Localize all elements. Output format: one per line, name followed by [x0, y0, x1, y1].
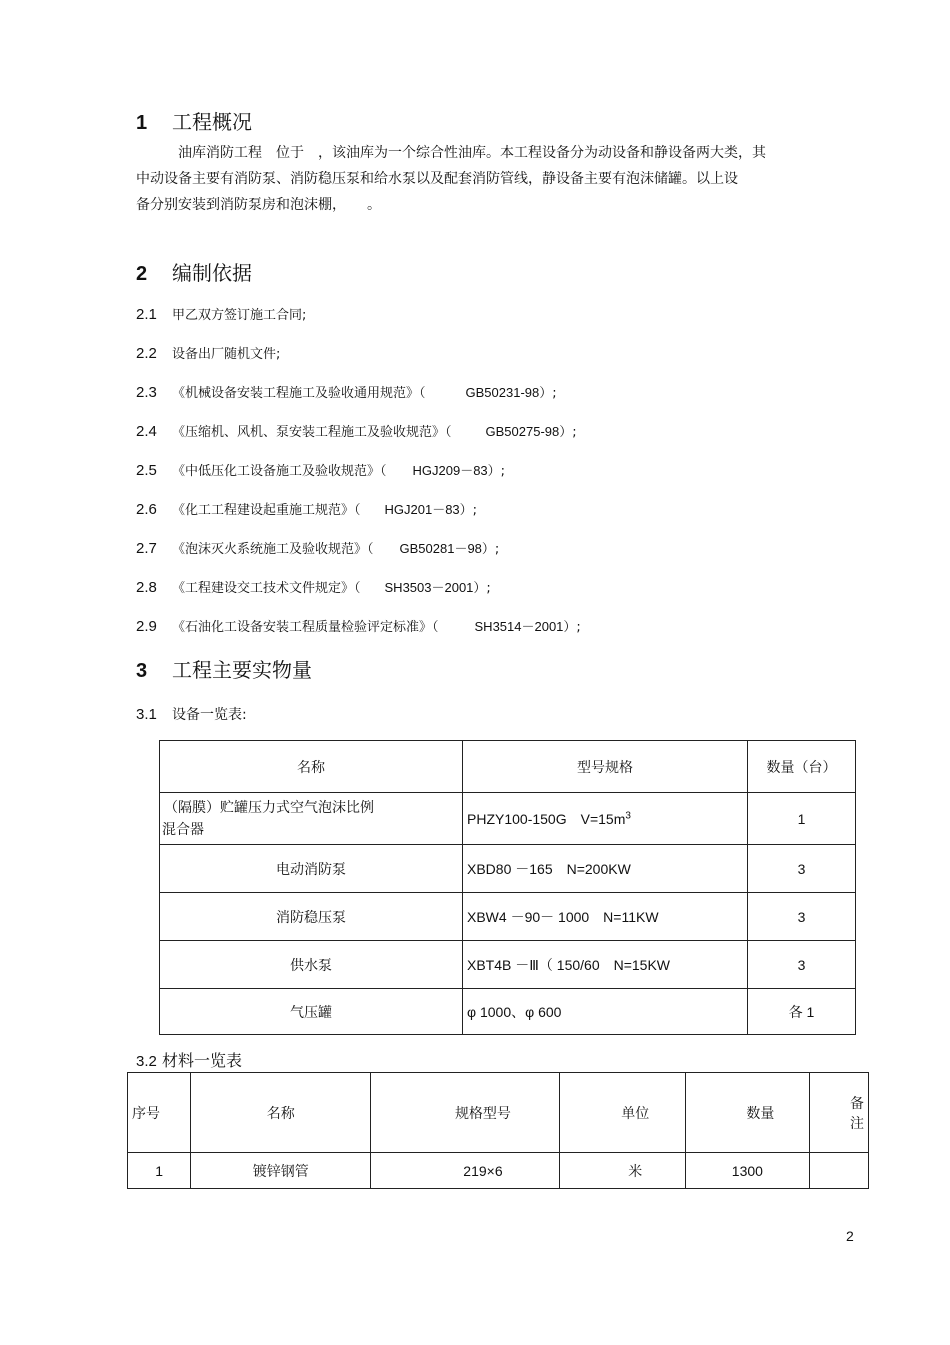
basis-text: 《化工工程建设起重施工规范》（: [172, 503, 361, 518]
basis-number: 2.4: [136, 423, 157, 440]
equipment-spec-cell: XBT4B －Ⅲ（ 150/60 N=15KW: [463, 941, 748, 989]
table-row: [160, 941, 856, 989]
table-row: [160, 893, 856, 941]
basis-item: [136, 577, 491, 596]
basis-code: SH3514－2001: [474, 619, 564, 634]
material-name-cell: 镀锌钢管: [191, 1153, 371, 1189]
equipment-name-cell: 消防稳压泵: [160, 893, 463, 941]
header-cell: 单位: [559, 1073, 685, 1153]
basis-number: 2.9: [136, 618, 157, 635]
material-qty-cell: 1300: [685, 1153, 809, 1189]
basis-code: SH3503－2001: [384, 580, 474, 595]
material-note-cell: [810, 1153, 869, 1189]
overview-line-1: 油库消防工程 位于 ，该油库为一个综合性油库。本工程设备分为动设备和静设备两大类，其: [178, 145, 766, 161]
equipment-name-cell: 供水泵: [160, 941, 463, 989]
materials-table-label: [136, 1048, 242, 1071]
basis-text: 《泡沫灭火系统施工及验收规范》（: [172, 542, 374, 557]
basis-number: 2.8: [136, 579, 157, 596]
table-row: [128, 1153, 869, 1189]
basis-number: 2.7: [136, 540, 157, 557]
basis-item: [136, 382, 557, 401]
basis-code: GB50275-98: [485, 424, 560, 439]
basis-number: 2.3: [136, 384, 157, 401]
section-number: 3: [136, 660, 148, 682]
table-row: [160, 793, 856, 845]
basis-text: 《压缩机、风机、泵安装工程施工及验收规范》（: [172, 425, 452, 440]
equipment-name-line: 混合器: [162, 821, 204, 838]
basis-text: 《中低压化工设备施工及验收规范》（: [172, 464, 387, 479]
material-unit-cell: 米: [559, 1153, 685, 1189]
table-header-row: [128, 1073, 869, 1153]
section-2-heading: [136, 257, 252, 286]
overview-line-3: 备分别安装到消防泵房和泡沫棚， 。: [136, 197, 381, 213]
section-1-heading: [136, 106, 252, 135]
equipment-spec-cell: [463, 793, 748, 845]
basis-item: [136, 421, 577, 440]
equipment-spec-cell: φ 1000、φ 600: [463, 989, 748, 1035]
header-cell: 名称: [160, 741, 463, 793]
section-title: 工程概况: [172, 110, 252, 134]
section-title: 工程主要实物量: [172, 658, 312, 682]
equipment-table: [159, 740, 856, 1035]
material-spec-cell: 219×6: [371, 1153, 560, 1189]
equipment-qty-cell: 各 1: [748, 989, 856, 1035]
equipment-qty-cell: 3: [748, 845, 856, 893]
spec-text: PHZY100-150G V=15m: [467, 810, 626, 827]
section-number: 1: [136, 112, 148, 134]
header-cell: 型号规格: [463, 741, 748, 793]
basis-item: [136, 304, 306, 323]
superscript: 3: [625, 809, 631, 821]
equipment-spec-cell: XBD80 －165 N=200KW: [463, 845, 748, 893]
equipment-qty-cell: 1: [748, 793, 856, 845]
basis-number: 2.6: [136, 501, 157, 518]
page-number: 2: [846, 1228, 854, 1244]
basis-item: [136, 538, 499, 557]
basis-text: 甲乙双方签订施工合同;: [172, 308, 307, 323]
table-row: [160, 845, 856, 893]
equipment-name-line: （隔膜）贮罐压力式空气泡沫比例: [164, 799, 374, 816]
material-no-cell: 1: [128, 1153, 191, 1189]
section-title: 编制依据: [172, 261, 252, 285]
equipment-name-cell: 电动消防泵: [160, 845, 463, 893]
equipment-qty-cell: 3: [748, 893, 856, 941]
header-cell: 数量（台）: [748, 741, 856, 793]
equipment-table-label: [136, 704, 247, 724]
basis-item: [136, 343, 280, 362]
header-cell: 数量: [685, 1073, 809, 1153]
section-number: 2: [136, 263, 148, 285]
basis-tail: ）;: [487, 464, 506, 479]
basis-tail: ）;: [473, 581, 491, 596]
basis-tail: ）;: [563, 620, 581, 635]
subsection-number: 3.2: [136, 1053, 157, 1070]
basis-number: 2.1: [136, 306, 157, 323]
header-cell: 规格型号: [371, 1073, 560, 1153]
basis-number: 2.5: [136, 462, 157, 479]
basis-item: [136, 616, 581, 635]
table-header-row: [160, 741, 856, 793]
basis-item: [136, 460, 505, 479]
basis-code: GB50231-98: [465, 385, 540, 400]
equipment-qty-cell: 3: [748, 941, 856, 989]
basis-item: [136, 499, 477, 518]
equipment-spec-cell: XBW4 －90－ 1000 N=11KW: [463, 893, 748, 941]
basis-text: 《工程建设交工技术文件规定》（: [172, 581, 361, 596]
basis-tail: ）;: [459, 503, 478, 518]
basis-tail: ）;: [481, 542, 500, 557]
basis-number: 2.2: [136, 345, 157, 362]
basis-text: 设备出厂随机文件;: [172, 347, 281, 362]
equipment-name-cell: [160, 793, 463, 845]
basis-code: HGJ201－83: [384, 502, 460, 517]
basis-tail: ）;: [559, 425, 577, 440]
subsection-title: 材料一览表: [162, 1051, 243, 1070]
overview-line-2: 中动设备主要有消防泵、消防稳压泵和给水泵以及配套消防管线，静设备主要有泡沫储罐。以上设: [136, 171, 738, 187]
subsection-number: 3.1: [136, 706, 157, 723]
basis-code: GB50281－98: [399, 541, 482, 556]
table-row: [160, 989, 856, 1035]
header-cell: 备注: [810, 1073, 869, 1153]
section-3-heading: [136, 654, 312, 683]
basis-code: HGJ209－83: [412, 463, 488, 478]
subsection-title: 设备一览表:: [172, 707, 247, 723]
materials-table: [127, 1072, 869, 1189]
basis-text: 《石油化工设备安装工程质量检验评定标准》（: [172, 620, 439, 635]
equipment-name-cell: 气压罐: [160, 989, 463, 1035]
basis-text: 《机械设备安装工程施工及验收通用规范》（: [172, 386, 426, 401]
header-cell: 名称: [191, 1073, 371, 1153]
overview-paragraph: [136, 140, 816, 218]
header-cell: 序号: [128, 1073, 191, 1153]
basis-tail: ）;: [539, 386, 557, 401]
